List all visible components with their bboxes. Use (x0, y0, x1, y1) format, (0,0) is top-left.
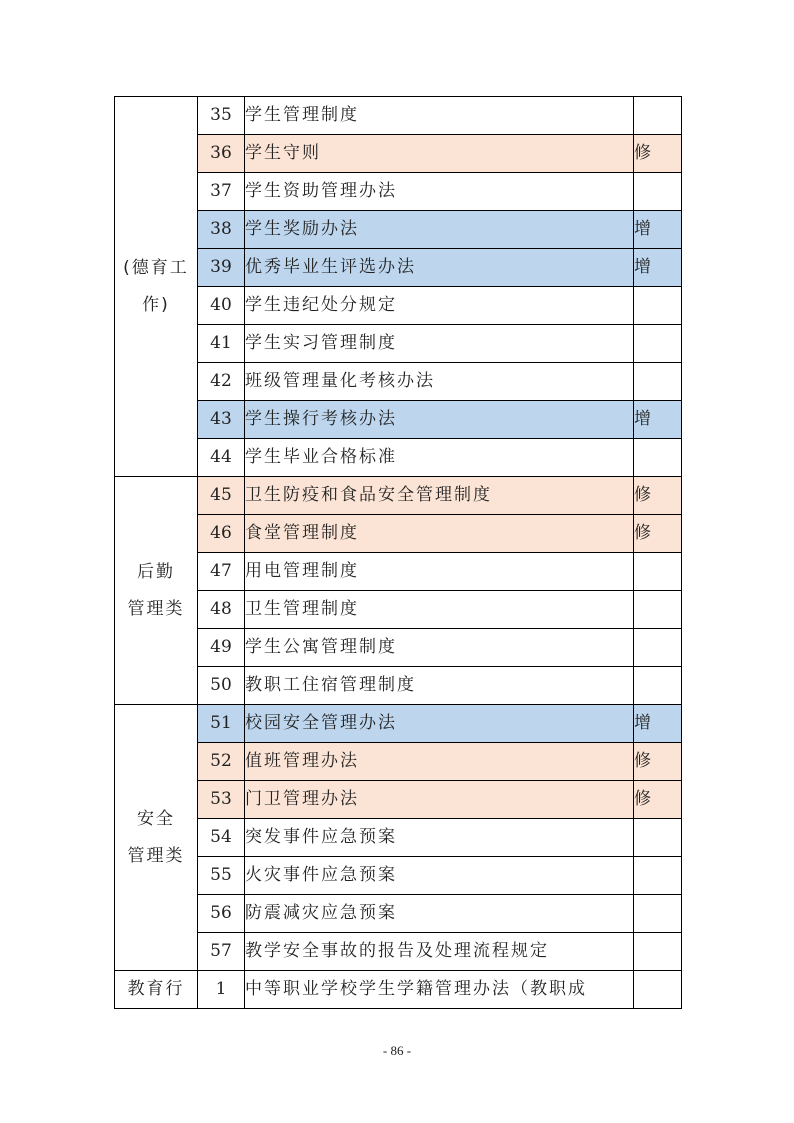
table-row (115, 211, 682, 249)
table-row (115, 553, 682, 591)
regulation-name: 班级管理量化考核办法 (245, 363, 634, 401)
row-number: 35 (198, 97, 245, 135)
status-mark (634, 439, 682, 477)
table-row (115, 363, 682, 401)
row-number: 54 (198, 819, 245, 857)
regulation-name: 学生奖励办法 (245, 211, 634, 249)
table-row (115, 895, 682, 933)
row-number: 37 (198, 173, 245, 211)
table-row (115, 591, 682, 629)
status-mark (634, 97, 682, 135)
status-mark: 增 (634, 211, 682, 249)
row-number: 57 (198, 933, 245, 971)
row-number: 45 (198, 477, 245, 515)
status-mark (634, 363, 682, 401)
table-row (115, 515, 682, 553)
regulation-name: 校园安全管理办法 (245, 705, 634, 743)
status-mark (634, 325, 682, 363)
row-number: 1 (198, 971, 245, 1009)
status-mark: 修 (634, 477, 682, 515)
status-mark (634, 629, 682, 667)
status-mark: 修 (634, 781, 682, 819)
row-number: 48 (198, 591, 245, 629)
regulation-name: 教职工住宿管理制度 (245, 667, 634, 705)
category-label: (德育工作) (123, 257, 189, 315)
table-row (115, 439, 682, 477)
regulation-name: 学生违纪处分规定 (245, 287, 634, 325)
row-number: 55 (198, 857, 245, 895)
row-number: 49 (198, 629, 245, 667)
status-mark (634, 591, 682, 629)
category-label: 教育行 (127, 979, 185, 999)
regulation-name: 学生公寓管理制度 (245, 629, 634, 667)
table-row (115, 249, 682, 287)
regulation-name: 卫生防疫和食品安全管理制度 (245, 477, 634, 515)
status-mark: 增 (634, 401, 682, 439)
table-row (115, 477, 682, 515)
status-mark (634, 895, 682, 933)
row-number: 44 (198, 439, 245, 477)
status-mark (634, 857, 682, 895)
category-label: 后勤 管理类 (127, 561, 185, 619)
row-number: 41 (198, 325, 245, 363)
regulation-name: 优秀毕业生评选办法 (245, 249, 634, 287)
row-number: 53 (198, 781, 245, 819)
category-cell-houqin (115, 477, 198, 705)
regulation-name: 中等职业学校学生学籍管理办法（教职成 (245, 971, 634, 1009)
status-mark: 增 (634, 705, 682, 743)
table-row (115, 135, 682, 173)
regulation-name: 食堂管理制度 (245, 515, 634, 553)
regulation-name: 火灾事件应急预案 (245, 857, 634, 895)
regulation-name: 卫生管理制度 (245, 591, 634, 629)
regulation-name: 用电管理制度 (245, 553, 634, 591)
table-row (115, 781, 682, 819)
regulation-name: 学生资助管理办法 (245, 173, 634, 211)
table-row (115, 933, 682, 971)
row-number: 38 (198, 211, 245, 249)
regulation-name: 学生管理制度 (245, 97, 634, 135)
table-row (115, 667, 682, 705)
regulation-name: 值班管理办法 (245, 743, 634, 781)
regulation-name: 教学安全事故的报告及处理流程规定 (245, 933, 634, 971)
row-number: 36 (198, 135, 245, 173)
row-number: 46 (198, 515, 245, 553)
category-cell-jiaoyu (115, 971, 198, 1009)
regulation-name: 突发事件应急预案 (245, 819, 634, 857)
table-row (115, 857, 682, 895)
row-number: 47 (198, 553, 245, 591)
table-row (115, 325, 682, 363)
regulation-name: 学生实习管理制度 (245, 325, 634, 363)
status-mark (634, 287, 682, 325)
row-number: 39 (198, 249, 245, 287)
row-number: 42 (198, 363, 245, 401)
status-mark: 修 (634, 135, 682, 173)
table-row (115, 743, 682, 781)
page-number: - 86 - (382, 1043, 412, 1058)
table-row (115, 705, 682, 743)
table-row (115, 971, 682, 1009)
regulation-name: 学生操行考核办法 (245, 401, 634, 439)
regulation-name: 防震减灾应急预案 (245, 895, 634, 933)
regulations-table (114, 96, 682, 1009)
status-mark: 修 (634, 743, 682, 781)
regulation-name: 学生毕业合格标准 (245, 439, 634, 477)
status-mark (634, 553, 682, 591)
status-mark (634, 933, 682, 971)
category-cell-anquan (115, 705, 198, 971)
regulation-name: 学生守则 (245, 135, 634, 173)
regulation-name: 门卫管理办法 (245, 781, 634, 819)
row-number: 56 (198, 895, 245, 933)
row-number: 40 (198, 287, 245, 325)
status-mark (634, 971, 682, 1009)
category-cell-deyu (115, 97, 198, 477)
status-mark: 增 (634, 249, 682, 287)
row-number: 50 (198, 667, 245, 705)
status-mark: 修 (634, 515, 682, 553)
table-row (115, 819, 682, 857)
table-row (115, 97, 682, 135)
row-number: 43 (198, 401, 245, 439)
row-number: 52 (198, 743, 245, 781)
status-mark (634, 667, 682, 705)
table-row (115, 401, 682, 439)
status-mark (634, 819, 682, 857)
status-mark (634, 173, 682, 211)
table-row (115, 287, 682, 325)
category-label: 安全 管理类 (127, 808, 185, 866)
row-number: 51 (198, 705, 245, 743)
table-row (115, 629, 682, 667)
table-row (115, 173, 682, 211)
